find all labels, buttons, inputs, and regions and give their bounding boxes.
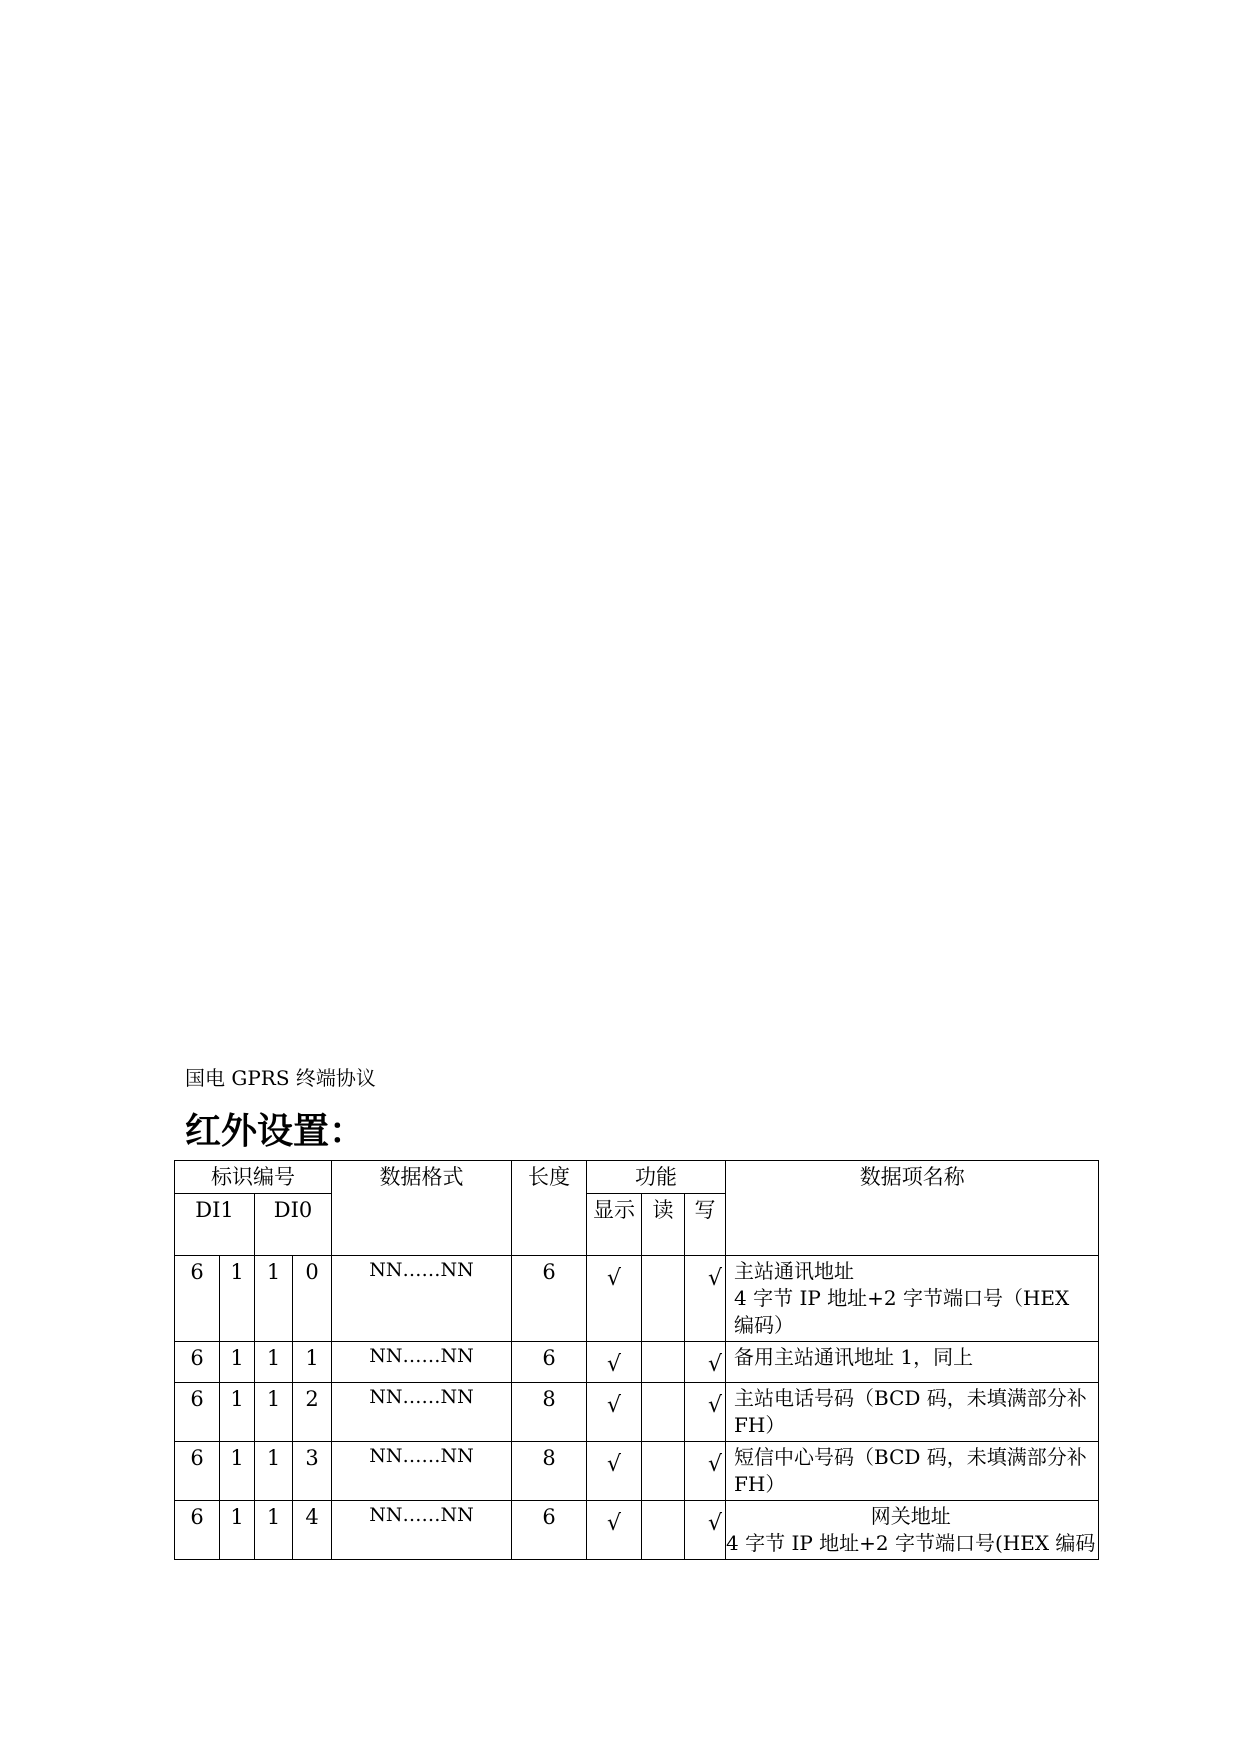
di-digit: 1: [255, 1442, 293, 1501]
read-cell: [642, 1256, 685, 1342]
check-icon: √: [587, 1256, 642, 1342]
item-name-cell: [726, 1342, 1099, 1383]
length-cell: 8: [512, 1442, 587, 1501]
data-format-cell: NN……NN: [332, 1256, 512, 1342]
check-icon: √: [587, 1501, 642, 1560]
item-name-line: 4 字节 IP 地址+2 字节端口号(HEX 编码: [726, 1531, 1096, 1556]
item-name-line: 网关地址: [870, 1504, 951, 1529]
check-icon: √: [685, 1256, 726, 1342]
table-row: [175, 1383, 1099, 1442]
di-digit: 1: [255, 1383, 293, 1442]
di-digit: 0: [293, 1256, 332, 1342]
length-cell: 6: [512, 1501, 587, 1560]
data-format-cell: NN……NN: [332, 1342, 512, 1383]
length-cell: 6: [512, 1256, 587, 1342]
di-digit: 1: [220, 1342, 255, 1383]
document-title: 国电 GPRS 终端协议: [185, 1066, 376, 1090]
check-icon: √: [587, 1342, 642, 1383]
di-digit: 1: [220, 1442, 255, 1501]
table-row: [175, 1256, 1099, 1342]
length-cell: 6: [512, 1342, 587, 1383]
di-digit: 6: [175, 1256, 220, 1342]
check-icon: √: [587, 1442, 642, 1501]
table-row: [175, 1442, 1099, 1501]
header-id-code: 标识编号: [175, 1161, 332, 1194]
item-name-line: 主站电话号码（BCD 码，未填满部分补 FH）: [734, 1386, 1087, 1438]
check-icon: √: [685, 1342, 726, 1383]
di-digit: 1: [293, 1342, 332, 1383]
check-icon: √: [685, 1442, 726, 1501]
di-digit: 2: [293, 1383, 332, 1442]
di-digit: 1: [255, 1501, 293, 1560]
di-digit: 4: [293, 1501, 332, 1560]
di-digit: 1: [220, 1256, 255, 1342]
read-cell: [642, 1501, 685, 1560]
header-read: 读: [642, 1194, 685, 1256]
di-digit: 1: [255, 1342, 293, 1383]
item-name-line: 短信中心号码（BCD 码，未填满部分补 FH）: [734, 1445, 1087, 1497]
header-function: 功能: [587, 1161, 726, 1194]
data-format-cell: NN……NN: [332, 1501, 512, 1560]
data-item-table: [174, 1160, 1099, 1560]
read-cell: [642, 1383, 685, 1442]
di-digit: 6: [175, 1501, 220, 1560]
check-icon: √: [685, 1383, 726, 1442]
table-row: [175, 1501, 1099, 1560]
header-di1: DI1: [175, 1194, 255, 1256]
item-name-cell: [726, 1442, 1099, 1501]
header-display: 显示: [587, 1194, 642, 1256]
header-item-name: 数据项名称: [726, 1161, 1099, 1256]
item-name-cell: [726, 1501, 1099, 1560]
length-cell: 8: [512, 1383, 587, 1442]
item-name-line: 主站通讯地址: [734, 1259, 854, 1284]
di-digit: 1: [255, 1256, 293, 1342]
section-heading: 红外设置：: [185, 1110, 366, 1152]
header-length: 长度: [512, 1161, 587, 1256]
di-digit: 6: [175, 1383, 220, 1442]
header-data-format: 数据格式: [332, 1161, 512, 1256]
read-cell: [642, 1342, 685, 1383]
di-digit: 1: [220, 1383, 255, 1442]
header-di0: DI0: [255, 1194, 332, 1256]
table-row: [175, 1342, 1099, 1383]
check-icon: √: [685, 1501, 726, 1560]
item-name-cell: [726, 1256, 1099, 1342]
di-digit: 1: [220, 1501, 255, 1560]
check-icon: √: [587, 1383, 642, 1442]
item-name-cell: [726, 1383, 1099, 1442]
data-format-cell: NN……NN: [332, 1383, 512, 1442]
di-digit: 6: [175, 1342, 220, 1383]
item-name-line: 4 字节 IP 地址+2 字节端口号（HEX 编码）: [734, 1286, 1070, 1338]
read-cell: [642, 1442, 685, 1501]
di-digit: 3: [293, 1442, 332, 1501]
data-format-cell: NN……NN: [332, 1442, 512, 1501]
di-digit: 6: [175, 1442, 220, 1501]
item-name-line: 备用主站通讯地址 1，同上: [734, 1345, 974, 1370]
header-write: 写: [685, 1194, 726, 1256]
